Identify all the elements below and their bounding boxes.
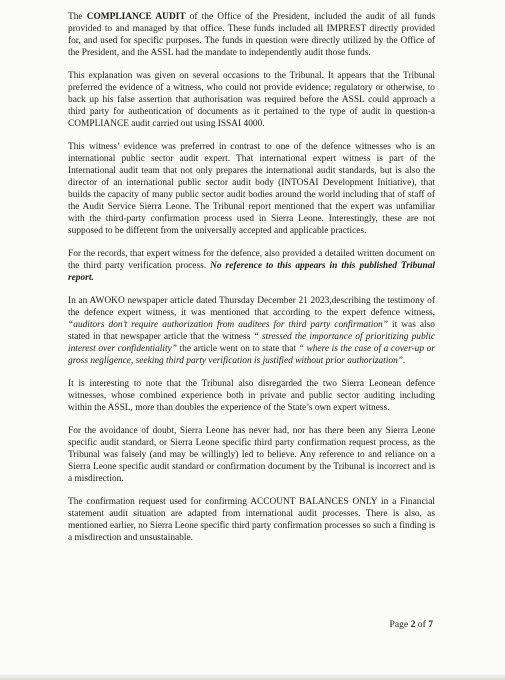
- paragraph-witness-evidence: [68, 142, 435, 237]
- text-run: COMPLIANCE AUDIT: [86, 12, 186, 22]
- text-run: “ where is the case of a cover-up or gross negligence, seeking third party verification is justified without prior authorization”.: [68, 343, 435, 366]
- paragraph-confirmation-request: [68, 497, 435, 545]
- paragraph-explanation: [68, 71, 435, 131]
- paragraph-avoidance-of-doubt: [68, 426, 435, 486]
- text-run: “auditors don’t require authorization from auditees for third party confirmation”: [68, 319, 388, 330]
- body-text: [68, 12, 435, 545]
- text-run: it was also stated in that newspaper article that the witness: [68, 319, 435, 342]
- text-run: the article went on to state that: [176, 343, 299, 354]
- text-run: The: [68, 12, 87, 22]
- text-run: No reference to this appears in this published Tribunal report.: [68, 260, 435, 283]
- text-run: For the avoidance of doubt, Sierra Leone has never had, nor has there been any Sierra Leone specific audit standard, or Sierra Leone specific third party confirmation request process, as the Tribunal was falsely (and may be willingly) led to believe. Any reference to and reliance on a Sierra Leone specific audit standard or confirmation document by the Tribunal is incorrect and is a misdirection.: [68, 426, 435, 484]
- paragraph-awoko-article: [68, 296, 435, 367]
- text-run: It is interesting to note that the Tribunal also disregarded the two Sierra Leonean defence witnesses, whose combined experience both in private and public sector auditing including within the ASSL, more than doubles the experience of the State’s own expert witness.: [68, 379, 435, 413]
- paragraph-compliance-audit: [68, 12, 435, 60]
- of-word: of: [415, 619, 429, 630]
- text-run: For the records, that expert witness for the defence, also provided a detailed written document on the third party verification process.: [68, 248, 435, 271]
- paragraph-defence-witnesses: [68, 379, 435, 415]
- paragraph-for-the-records: [68, 249, 435, 285]
- total-pages: 7: [428, 619, 433, 630]
- current-page: 2: [410, 619, 416, 630]
- text-run: The confirmation request used for confirming ACCOUNT BALANCES ONLY in a Financial statement audit situation are adapted from international audit processes. There is also, as mentioned earlier, no Sierra Leone specific third party confirmation processes so such a finding is a misdirection and unsustainable.: [68, 497, 435, 544]
- text-run: This explanation was given on several occasions to the Tribunal. It appears that the Tribunal preferred the evidence of a witness, who could not provide evidence; regulatory or otherwise, to back up his false assertion that authorisation was required before the ASSL could approach a third party for authentication of documents as it pertained to the type of audit in question-a COMPLIANCE audit carried out using ISSAI 4000.: [68, 71, 435, 129]
- page-bottom-edge: [0, 674, 505, 680]
- text-run: “ stressed the importance of prioritizing public interest over confidentiality”: [68, 331, 435, 354]
- page-word: Page: [389, 619, 411, 630]
- page-number: [390, 619, 433, 630]
- text-run: In an AWOKO newspaper article dated Thursday December 21 2023,describing the testimony of the defence expert witness, it was mentioned that according to the expert defence witness,: [68, 296, 435, 319]
- text-run: of the Office of the President, included the audit of all funds provided to and managed by that office. These funds included all IMPREST directly provided for, and used for specific purposes. The funds in question were directly utilized by the Office of the President, and the ASSL had the mandate to independently audit those funds.: [68, 12, 436, 58]
- text-run: This witness’ evidence was preferred in contrast to one of the defence witnesses who is an international public sector audit expert. That international expert witness is part of the International audit team that not only prepares the international audit standards, but is also the director of an international public sector audit body (INTOSAI Development Initiative), that builds the capacity of many public sector audit bodies around the world including that of staff of the Audit Service Sierra Leone. The Tribunal report mentioned that the expert was unfamiliar with the third-party confirmation process used in Sierra Leone. Interestingly, these are not supposed to be different from the universally accepted and applicable practices.: [68, 142, 435, 236]
